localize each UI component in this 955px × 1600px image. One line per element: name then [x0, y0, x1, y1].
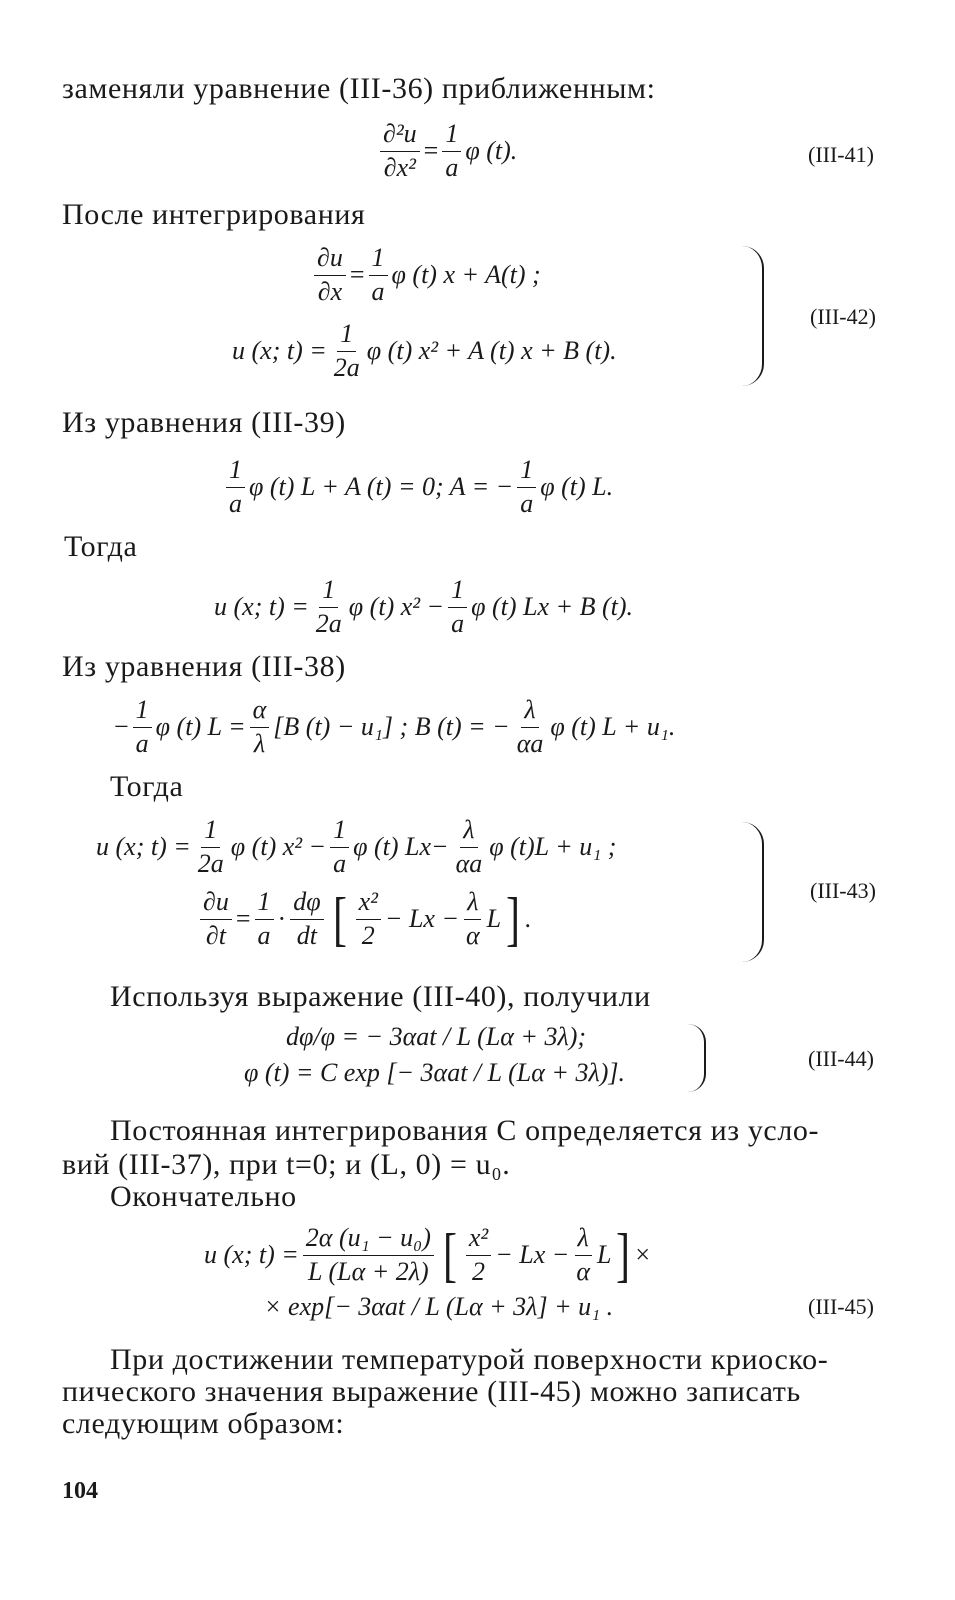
text-line-4: Тогда [64, 530, 138, 563]
fraction-numerator: 1 [369, 244, 388, 276]
fraction-denominator: λ [253, 728, 266, 758]
fraction-numerator: λ [464, 888, 481, 920]
equation-rhs: φ (t) Lx + B (t). [471, 592, 633, 622]
fraction-numerator: 1 [337, 320, 356, 352]
fraction-numerator: ∂u [200, 888, 232, 920]
fraction-numerator: 2α (u₁ − u₀) [303, 1224, 434, 1256]
page-number: 104 [62, 1478, 98, 1504]
fraction-denominator: a [229, 488, 242, 518]
equation-from-III-38 [114, 696, 675, 758]
fraction-denominator: 2a [315, 608, 342, 638]
equation-from-III-39 [222, 456, 613, 518]
fraction-denominator: a [445, 152, 459, 182]
equation-middle: φ (t) x² − [230, 832, 327, 862]
equation-number-III-44: (III-44) [808, 1046, 874, 1071]
equation-III-44b: φ (t) = C exp [− 3αat / L (Lα + 3λ)]. [244, 1058, 625, 1087]
fraction-numerator: 1 [330, 816, 349, 848]
equation-rhs: φ (t). [465, 136, 518, 166]
equation-middle: φ (t) L + A (t) = 0; A = − [249, 472, 514, 502]
fraction-numerator: ∂²u [380, 120, 420, 152]
fraction-denominator: ∂x [317, 276, 343, 306]
fraction-denominator: L (Lα + 2λ) [307, 1256, 429, 1286]
equation-number-III-43: (III-43) [810, 878, 876, 903]
equation-III-42b [232, 320, 617, 382]
fraction-denominator: a [371, 276, 385, 306]
equation-rhs: φ (t) x + A(t) ; [391, 260, 541, 290]
equation-III-43b [196, 886, 532, 953]
fraction-numerator: λ [521, 696, 538, 728]
paragraph-2-line-2: пического значения выражение (III-45) можно записать [62, 1375, 801, 1408]
fraction-denominator: a [257, 920, 271, 950]
paragraph-2-line-3: следующим образом: [62, 1407, 345, 1440]
fraction-denominator: 2a [197, 848, 224, 878]
dot-operator: · [277, 904, 287, 934]
right-brace [740, 822, 764, 962]
fraction-numerator: 1 [133, 696, 152, 728]
equation-III-41 [376, 120, 517, 182]
equation-III-45a [204, 1222, 651, 1289]
fraction-denominator: α [466, 920, 480, 950]
fraction-numerator: 1 [226, 456, 245, 488]
paragraph-1-line-2: вий (III-37), при t=0; и (L, 0) = u₀. [62, 1148, 511, 1181]
fraction-numerator: 1 [255, 888, 274, 920]
equals-sign: = [423, 136, 439, 166]
equation-rhs: φ (t) L. [540, 472, 614, 502]
fraction-denominator: 2 [472, 1256, 486, 1286]
equation-end: . [525, 904, 532, 934]
fraction-numerator: 1 [448, 576, 467, 608]
right-brace [688, 1024, 706, 1092]
equation-rhs: φ (t)L + u₁ ; [489, 832, 617, 862]
fraction-numerator: 1 [319, 576, 338, 608]
equation-lhs: u (x; t) = [204, 1240, 299, 1270]
fraction-denominator: αa [516, 728, 544, 758]
fraction-denominator: 2 [361, 920, 375, 950]
equation-III-45b: × exp[− 3αat / L (Lα + 3λ] + u₁ . [264, 1292, 614, 1321]
equation-III-43a [96, 816, 616, 878]
paragraph-1-line-1: Постоянная интегрирования C определяется из усло- [110, 1114, 820, 1147]
paragraph-2-line-1: При достижении температурой поверхности криоско- [110, 1343, 829, 1376]
equation-III-44a: dφ/φ = − 3αat / L (Lα + 3λ); [286, 1022, 587, 1051]
equation-rhs: φ (t) x² + A (t) x + B (t). [366, 336, 617, 366]
fraction-numerator: λ [575, 1224, 592, 1256]
equation-lhs: u (x; t) = [214, 592, 309, 622]
times-sign: × [635, 1240, 651, 1270]
equation-number-III-45: (III-45) [808, 1294, 874, 1319]
equation-middle: − Lx − [384, 904, 460, 934]
fraction-numerator: x² [356, 888, 381, 920]
equals-sign: = [235, 904, 251, 934]
fraction-numerator: α [250, 696, 270, 728]
equation-middle: φ (t) Lx− [353, 832, 449, 862]
equation-number-III-42: (III-42) [810, 304, 876, 329]
equation-u-first [214, 576, 633, 638]
equation-III-42a [310, 244, 541, 306]
text-line-8: Окончательно [110, 1180, 297, 1213]
right-brace [740, 246, 764, 386]
left-bracket: [ [442, 1222, 457, 1289]
equation-middle: − Lx − [495, 1240, 570, 1270]
equation-number-III-41: (III-41) [808, 142, 874, 167]
equation-middle: [B (t) − u₁] ; B (t) = − [273, 712, 510, 742]
fraction-numerator: dφ [290, 888, 323, 920]
fraction-denominator: ∂t [205, 920, 226, 950]
right-bracket: ] [506, 886, 521, 953]
equation-middle: φ (t) x² − [348, 592, 445, 622]
fraction-numerator: 1 [442, 120, 461, 152]
fraction-numerator: 1 [201, 816, 220, 848]
text-line-6: Тогда [110, 770, 184, 803]
equation-rhs: φ (t) L + u₁. [550, 712, 676, 742]
fraction-denominator: a [135, 728, 149, 758]
equation-lhs: u (x; t) = [232, 336, 327, 366]
fraction-denominator: a [451, 608, 465, 638]
fraction-denominator: a [520, 488, 534, 518]
fraction-numerator: λ [460, 816, 477, 848]
text-line-2: После интегрирования [62, 198, 366, 231]
fraction-denominator: α [576, 1256, 590, 1286]
fraction-denominator: ∂x² [383, 152, 416, 182]
text-line-5: Из уравнения (III-38) [62, 650, 346, 683]
equation-lhs: u (x; t) = [96, 832, 191, 862]
right-bracket: ] [616, 1222, 631, 1289]
text-line-1: заменяли уравнение (III-36) приближенным: [62, 72, 656, 105]
fraction-denominator: dt [296, 920, 318, 950]
left-bracket: [ [332, 886, 347, 953]
fraction-denominator: a [333, 848, 347, 878]
equation-rhs: L [486, 904, 502, 934]
fraction-numerator: 1 [517, 456, 536, 488]
equation-rhs: L [596, 1240, 612, 1270]
text-line-7: Используя выражение (III-40), получили [110, 980, 651, 1013]
fraction-numerator: x² [466, 1224, 491, 1256]
equation-middle: φ (t) L = [155, 712, 246, 742]
fraction-numerator: ∂u [314, 244, 346, 276]
minus-sign: − [114, 712, 129, 742]
equals-sign: = [349, 260, 365, 290]
text-line-3: Из уравнения (III-39) [62, 406, 346, 439]
fraction-denominator: αa [455, 848, 483, 878]
fraction-denominator: 2a [333, 352, 360, 382]
